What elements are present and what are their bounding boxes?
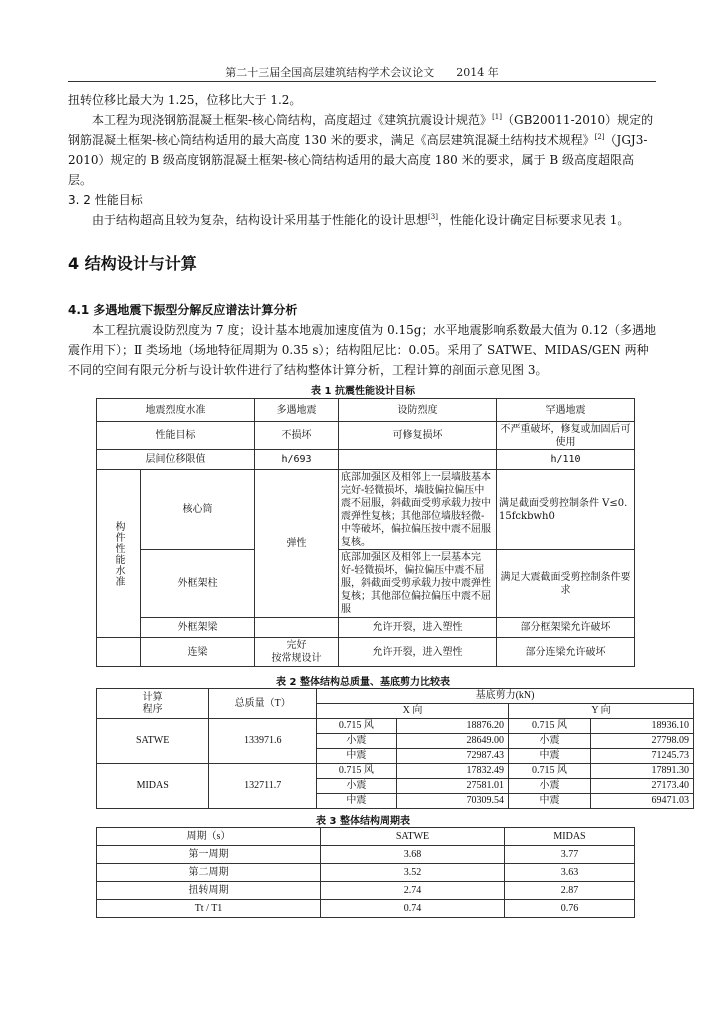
- case-cell: 小震: [509, 734, 591, 749]
- row-label: 外框架柱: [141, 550, 255, 618]
- header-rule: [68, 81, 656, 82]
- case-cell: 0.715 风: [509, 764, 591, 779]
- cell: h/110: [497, 450, 635, 470]
- citation: [2]: [594, 133, 605, 141]
- cell: 部分连梁允许破坏: [497, 638, 635, 667]
- header-cell: 周期（s）: [97, 828, 321, 846]
- section-heading-4-1: 4.1 多遇地震下振型分解反应谱法计算分析: [68, 303, 298, 317]
- mass-cell: 132711.7: [209, 764, 317, 809]
- header-cell: 计算 程序: [97, 689, 209, 719]
- program-cell: SATWE: [97, 719, 209, 764]
- cell: 弹性: [255, 470, 339, 618]
- value-cell: 27798.09: [590, 734, 693, 749]
- case-cell: 中震: [317, 794, 397, 809]
- table3-caption: 表 3 整体结构周期表: [316, 816, 410, 827]
- value-cell: 18876.20: [396, 719, 508, 734]
- cell: 满足大震截面受剪控制条件要求: [497, 550, 635, 618]
- text: 由于结构超高且较为复杂，结构设计采用基于性能化的设计思想: [92, 213, 429, 227]
- case-cell: 小震: [317, 734, 397, 749]
- value-cell: 69471.03: [590, 794, 693, 809]
- cell: 可修复损坏: [339, 422, 497, 450]
- value-cell: 27173.40: [590, 779, 693, 794]
- paragraph-height-limit: [68, 110, 658, 190]
- table1-caption: 表 1 抗震性能设计目标: [311, 386, 415, 397]
- table2: [96, 688, 694, 809]
- period-label: 扭转周期: [97, 882, 321, 900]
- header-cell: 地震烈度水准: [97, 399, 255, 422]
- cell: h/693: [255, 450, 339, 470]
- satwe-value: 2.74: [321, 882, 505, 900]
- citation: [3]: [428, 213, 438, 221]
- cell: [97, 638, 141, 667]
- header-cell: MIDAS: [505, 828, 635, 846]
- paragraph-analysis: 本工程抗震设防烈度为 7 度；设计基本地震加速度值为 0.15g；水平地震影响系数最大值为 0.12（多遇地震作用下）；Ⅱ 类场地（场地特征周期为 0.35 s）；结构阻尼比：0.05。采用了 SATWE、MIDAS/GEN 两种不同的空间有限元分析与设计软件进行了结构整体计算分析，工程计算的剖面示意见图 3。: [68, 323, 657, 377]
- table1: [96, 398, 635, 667]
- paragraph-performance: [68, 210, 658, 230]
- header-cell: 设防烈度: [339, 399, 497, 422]
- midas-value: 0.76: [505, 900, 635, 918]
- row-label: 性能目标: [97, 422, 255, 450]
- header-cell: 多遇地震: [255, 399, 339, 422]
- section-4-1: [68, 300, 658, 380]
- value-cell: 28649.00: [396, 734, 508, 749]
- case-cell: 小震: [509, 779, 591, 794]
- cell: 允许开裂，进入塑性: [339, 638, 497, 667]
- section-heading-3-2: 3. 2 性能目标: [68, 193, 143, 207]
- cell: 允许开裂，进入塑性: [339, 618, 497, 638]
- body-text-top: [68, 90, 658, 230]
- value-cell: 17832.49: [396, 764, 508, 779]
- text: 本工程为现浇钢筋混凝土框架-核心筒结构，高度超过《建筑抗震设计规范》: [92, 113, 493, 127]
- row-label: 层间位移限值: [97, 450, 255, 470]
- text: ，性能化设计确定目标要求见表 1。: [437, 213, 630, 227]
- table-row: [97, 900, 635, 918]
- section-4: [68, 254, 658, 274]
- header-cell: 总质量（T）: [209, 689, 317, 719]
- value-cell: 27581.01: [396, 779, 508, 794]
- value-cell: 70309.54: [396, 794, 508, 809]
- table-row: [97, 764, 694, 779]
- cell: [255, 618, 339, 638]
- satwe-value: 3.52: [321, 864, 505, 882]
- satwe-value: 0.74: [321, 900, 505, 918]
- cell: 完好 按常规设计: [255, 638, 339, 667]
- header-cell: X 向: [317, 704, 509, 719]
- period-label: 第二周期: [97, 864, 321, 882]
- program-cell: MIDAS: [97, 764, 209, 809]
- cell: 底部加强区及相邻上一层基本完好-轻微损坏，偏拉偏压中震不屈服，斜截面受剪承载力按中震弹性复核；其他部位偏拉偏压中震不屈服: [339, 550, 497, 618]
- component-level-label: [97, 470, 141, 638]
- paragraph-torsion: 扭转位移比最大为 1.25，位移比大于 1.2。: [68, 93, 302, 107]
- table-row: [97, 864, 635, 882]
- cell: 不损坏: [255, 422, 339, 450]
- table2-caption: 表 2 整体结构总质量、基底剪力比较表: [276, 677, 450, 688]
- value-cell: 72987.43: [396, 749, 508, 764]
- table-row: [97, 719, 694, 734]
- row-label: 连梁: [141, 638, 255, 667]
- midas-value: 3.77: [505, 846, 635, 864]
- value-cell: 17891.30: [590, 764, 693, 779]
- value-cell: 18936.10: [590, 719, 693, 734]
- header-cell: Y 向: [509, 704, 694, 719]
- row-label: 外框架梁: [141, 618, 255, 638]
- header-cell: SATWE: [321, 828, 505, 846]
- case-cell: 中震: [509, 749, 591, 764]
- case-cell: 小震: [317, 779, 397, 794]
- running-header: 第二十三届全国高层建筑结构学术会议论文 2014 年: [225, 66, 499, 79]
- period-label: 第一周期: [97, 846, 321, 864]
- period-label: Tt / T1: [97, 900, 321, 918]
- cell: 满足截面受剪控制条件 V≤0. 15fckbwh0: [497, 470, 635, 550]
- text: （JGJ3-2010）规定的 B 级高度钢筋混凝土框架-核心筒结构适用的最大高度 180 米的要求，属于 B 级高度超限高层。: [68, 133, 648, 187]
- midas-value: 2.87: [505, 882, 635, 900]
- cell: 部分框架梁允许破坏: [497, 618, 635, 638]
- case-cell: 0.715 风: [509, 719, 591, 734]
- cell: [339, 450, 497, 470]
- satwe-value: 3.68: [321, 846, 505, 864]
- section-heading-4: 4 结构设计与计算: [68, 254, 197, 273]
- vertical-label: 构件性能水准: [113, 520, 124, 587]
- value-cell: 71245.73: [590, 749, 693, 764]
- cell: 不严重破坏，修复或加固后可使用: [497, 422, 635, 450]
- table-row: [97, 882, 635, 900]
- case-cell: 0.715 风: [317, 764, 397, 779]
- case-cell: 0.715 风: [317, 719, 397, 734]
- table3: [96, 827, 635, 918]
- table-row: [97, 846, 635, 864]
- citation: [1]: [492, 113, 502, 121]
- midas-value: 3.63: [505, 864, 635, 882]
- case-cell: 中震: [509, 794, 591, 809]
- case-cell: 中震: [317, 749, 397, 764]
- header-cell: 基底剪力(kN): [317, 689, 694, 704]
- cell: 底部加强区及相邻上一层墙肢基本完好-轻微损坏，墙肢偏拉偏压中震不屈服，斜截面受剪承载力按中震弹性复核；其他部位墙肢轻微-中等破坏，偏拉偏压按中震不屈服复核。: [339, 470, 497, 550]
- text: （GB20011-2010）规定的钢筋混凝土框架-核心筒结构适用的最大高度 130 米的要求，满足《高层建筑混凝土结构技术规程》: [68, 113, 654, 147]
- row-label: 核心筒: [141, 470, 255, 550]
- mass-cell: 133971.6: [209, 719, 317, 764]
- header-cell: 罕遇地震: [497, 399, 635, 422]
